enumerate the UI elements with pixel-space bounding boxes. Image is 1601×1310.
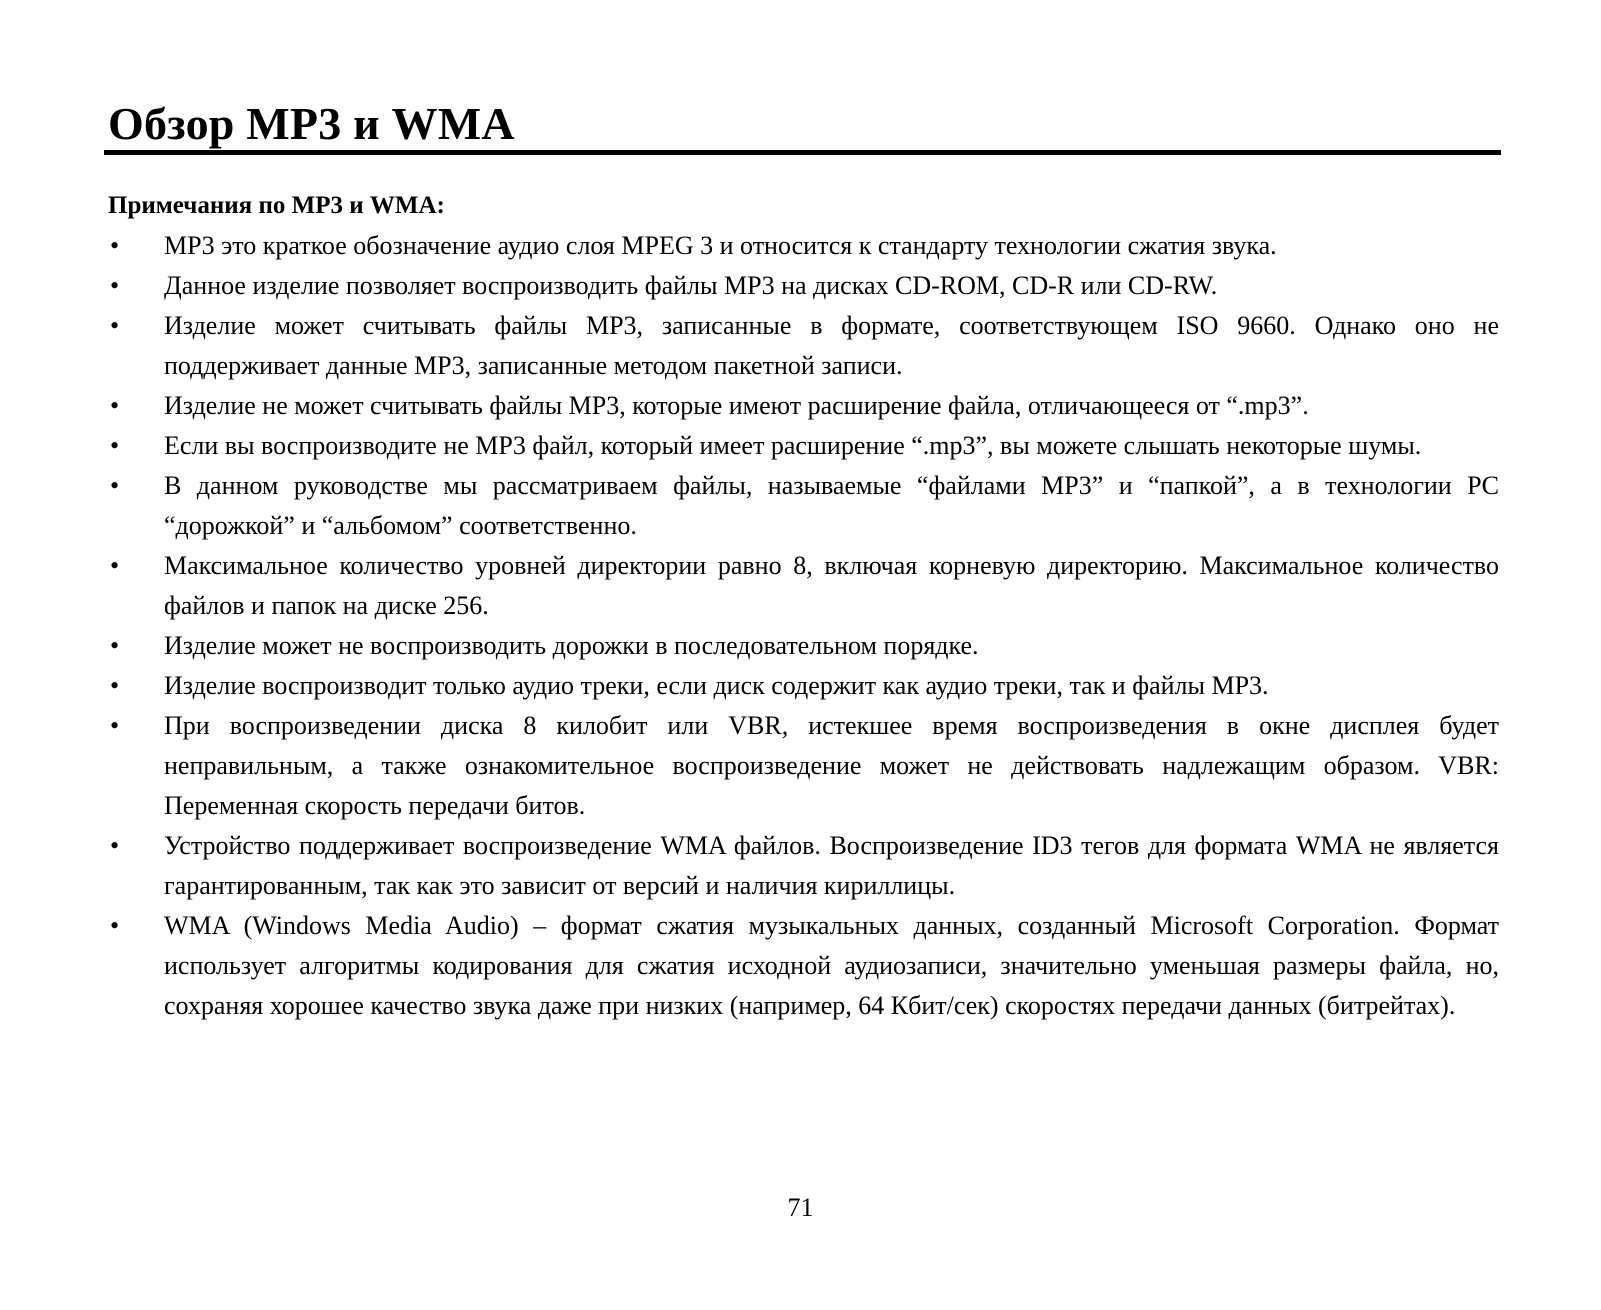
title-divider	[104, 150, 1501, 155]
bullet-icon: •	[110, 831, 120, 860]
bullet-icon: •	[110, 671, 120, 700]
note-text: MP3 это краткое обозначение аудио слоя MPEG 3 и относится к стандарту технологии сжатия звука.	[164, 231, 1277, 260]
note-text: Максимальное количество уровней директории равно 8, включая корневую директорию. Максимальное количество файлов и папок на диске 256.	[164, 551, 1499, 620]
note-text: При воспроизведении диска 8 килобит или VBR, истекшее время воспроизведения в окне дисплея будет неправильным, а также ознакомительное воспроизведение может не действовать надлежащим образом. VBR: Переменная скорость передачи битов.	[164, 711, 1499, 820]
list-item	[0, 706, 1499, 826]
list-item	[0, 266, 1499, 306]
note-text: Изделие воспроизводит только аудио треки, если диск содержит как аудио треки, так и файлы MP3.	[164, 671, 1269, 700]
bullet-icon: •	[110, 311, 120, 340]
list-item	[0, 906, 1499, 1026]
bullet-icon: •	[110, 911, 120, 940]
note-text: Изделие не может считывать файлы MP3, которые имеют расширение файла, отличающееся от “.mp3”.	[164, 391, 1309, 420]
note-text: Устройство поддерживает воспроизведение WMA файлов. Воспроизведение ID3 тегов для формата WMA не является гарантированным, так как это зависит от версий и наличия кириллицы.	[164, 831, 1499, 900]
bullet-icon: •	[110, 631, 120, 660]
note-text: Изделие может не воспроизводить дорожки в последовательном порядке.	[164, 631, 979, 660]
section-subheading: Примечания по MP3 и WMA:	[108, 192, 445, 219]
bullet-icon: •	[110, 391, 120, 420]
list-item	[0, 386, 1499, 426]
list-item	[0, 626, 1499, 666]
bullet-icon: •	[110, 231, 120, 260]
list-item	[0, 546, 1499, 626]
note-text: В данном руководстве мы рассматриваем файлы, называемые “файлами MP3” и “папкой”, а в технологии PC “дорожкой” и “альбомом” соответственно.	[164, 471, 1499, 540]
note-text: Изделие может считывать файлы MP3, записанные в формате, соответствующем ISO 9660. Однако оно не поддерживает данные MP3, записанные методом пакетной записи.	[164, 311, 1499, 380]
bullet-icon: •	[110, 431, 120, 460]
list-item	[0, 426, 1499, 466]
list-item	[0, 826, 1499, 906]
note-text: WMA (Windows Media Audio) – формат сжатия музыкальных данных, созданный Microsoft Corporation. Формат использует алгоритмы кодирования для сжатия исходной аудиозаписи, значительно уменьшая размеры файла, но, сохраняя хорошее качество звука даже при низких (например, 64 Кбит/сек) скоростях передачи данных (битрейтах).	[164, 911, 1499, 1020]
list-item	[0, 466, 1499, 546]
list-item	[0, 666, 1499, 706]
page-number: 71	[787, 1193, 814, 1222]
bullet-icon: •	[110, 471, 120, 500]
note-text: Данное изделие позволяет воспроизводить файлы MP3 на дисках CD-ROM, CD-R или CD-RW.	[164, 271, 1218, 300]
page-title: Обзор MP3 и WMA	[108, 98, 515, 149]
note-text: Если вы воспроизводите не MP3 файл, который имеет расширение “.mp3”, вы можете слышать некоторые шумы.	[164, 431, 1422, 460]
bullet-icon: •	[110, 711, 120, 740]
list-item	[0, 226, 1499, 266]
list-item	[0, 306, 1499, 386]
notes-list	[0, 226, 1601, 1026]
bullet-icon: •	[110, 271, 120, 300]
bullet-icon: •	[110, 551, 120, 580]
